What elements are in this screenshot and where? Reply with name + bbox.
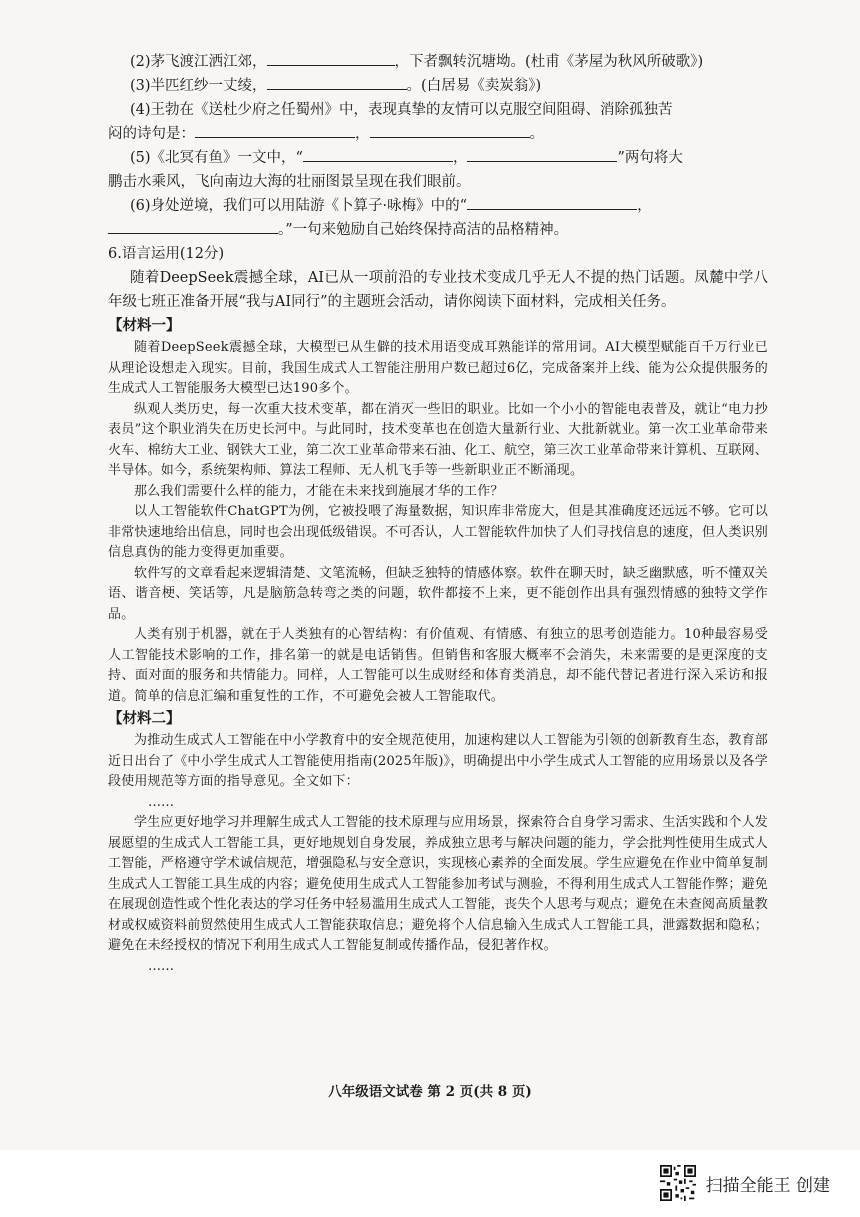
answer-blank — [467, 147, 617, 162]
ellipsis: …… — [148, 958, 174, 974]
material-1-paragraph: 随着DeepSeek震撼全球，大模型已从生僻的技术用语变成耳熟能详的常用词。AI大模型赋能百千万行业已从理论设想走入现实。目前，我国生成式人工智能注册用户数已超过6亿，完成备案并上线、能为公众提供服务的生成式人工智能服务大模型已达190多个。 — [108, 340, 768, 396]
answer-blank — [267, 51, 395, 66]
material-1-paragraph: 以人工智能软件ChatGPT为例，它被投喂了海量数据，知识库非常庞大，但是其准确度还远远不够。它可以非常快速地给出信息，同时也会出现低级错误。不可否认，人工智能软件加快了人们寻找信息的速度，但人类识别信息真伪的能力变得更加重要。 — [108, 504, 769, 560]
page-footer: 八年级语文试卷 第 2 页(共 8 页) — [328, 1084, 532, 1100]
answer-blank — [370, 123, 530, 138]
qr-code-icon — [660, 1165, 696, 1201]
scanner-watermark — [660, 1165, 830, 1201]
answer-blank — [467, 195, 637, 210]
answer-blank — [195, 123, 355, 138]
answer-blank — [267, 75, 407, 90]
material-1-paragraph: 那么我们需要什么样的能力，才能在未来找到施展才华的工作？ — [134, 483, 504, 499]
poem-question-5-line2: 鹏击水乘风，飞向南边大海的壮丽图景呈现在我们眼前。 — [108, 174, 471, 190]
poem-question-2: (2)茅飞渡江洒江郊， ，下者飘转沉塘坳。(杜甫《茅屋为秋风所破歌》) — [108, 50, 768, 74]
material-2-paragraph: 学生应更好地学习并理解生成式人工智能的技术原理与应用场景，探索符合自身学习需求、生活实践和个人发展愿望的生成式人工智能工具，更好地规划自身发展，养成独立思考与解决问题的能力，学会批判性使用生成式人工智能，严格遵守学术诚信规范，增强隐私与安全意识，实现核心素养的全面发展。学生应避免在作业中简单复制生成式人工智能工具生成的内容；避免使用生成式人工智能参加考试与测验，不得利用生成式人工智能作弊；避免在展现创造性或个性化表达的学习任务中轻易滥用生成式人工智能，丧失个人思考与观点；避免在未查阅高质量教材或权威资料前贸然使用生成式人工智能获取信息；避免将个人信息输入生成式人工智能工具，泄露数据和隐私；避免在未经授权的情况下利用生成式人工智能复制或传播作品，侵犯著作权。 — [108, 815, 769, 953]
answer-blank — [303, 147, 453, 162]
material-1-paragraph: 软件写的文章看起来逻辑清楚、文笔流畅，但缺乏独特的情感体察。软件在聊天时，缺乏幽默感，听不懂双关语、谐音梗、笑话等，凡是脑筋急转弯之类的问题，软件都接不上来，更不能创作出具有强烈情感的独特文学作品。 — [108, 565, 768, 622]
poem-question-5: (5)《北冥有鱼》一文中，“ ， ”两句将大 — [108, 146, 768, 170]
watermark-text: 扫描全能王 创建 — [705, 1175, 830, 1196]
material-2-paragraph: 为推动生成式人工智能在中小学教育中的安全规范使用，加速构建以人工智能为引领的创新教育生态，教育部近日出台了《中小学生成式人工智能使用指南(2025年版)》，明确提出中小学生成式人工智能的应用场景以及各学段使用规范等方面的指导意见。全文如下： — [108, 733, 768, 789]
ellipsis: …… — [148, 794, 174, 810]
poem-question-4-line2: 闷的诗句是： ， 。 — [108, 122, 768, 146]
material-1-paragraph: 人类有别于机器，就在于人类独有的心智结构：有价值观、有情感、有独立的思考创造能力。10种最容易受人工智能技术影响的工作，排名第一的就是电话销售。但销售和客服大概率不会消失，未来需要的是更深度的支持、面对面的服务和共情能力。同样，人工智能可以生成财经和体育类消息，却不能代替记者进行深入采访和报道。简单的信息汇编和重复性的工作，不可避免会被人工智能取代。 — [108, 627, 768, 704]
poem-question-6: (6)身处逆境，我们可以用陆游《卜算子·咏梅》中的“ ， — [108, 194, 768, 218]
material-2-title: 【材料二】 — [108, 710, 181, 727]
section-intro: 随着DeepSeek震撼全球，AI已从一项前沿的专业技术变成几乎无人不提的热门话题。凤麓中学八年级七班正准备开展“我与AI同行”的主题班会活动，请你阅读下面材料，完成相关任务。 — [108, 270, 768, 310]
poem-question-3: (3)半匹红纱一丈绫， 。(白居易《卖炭翁》) — [108, 74, 768, 98]
page-content — [108, 50, 768, 977]
material-1-title: 【材料一】 — [108, 317, 181, 334]
section-heading: 6.语言运用(12分) — [108, 246, 225, 262]
poem-question-4: (4)王勃在《送杜少府之任蜀州》中，表现真挚的友情可以克服空间阻碍、消除孤独苦 — [130, 102, 673, 118]
material-1-paragraph: 纵观人类历史，每一次重大技术变革，都在消灭一些旧的职业。比如一个小小的智能电表普及，就让“电力抄表员”这个职业消失在历史长河中。与此同时，技术变革也在创造大量新行业、大批新就业。第一次工业革命带来火车、棉纺大工业、钢铁大工业，第二次工业革命带来石油、化工、航空，第三次工业革命带来计算机、互联网、半导体。如今，系统架构师、算法工程师、无人机飞手等一些新职业正不断涌现。 — [108, 401, 769, 478]
answer-blank — [108, 219, 278, 234]
poem-question-6-line2: 。”一句来勉励自己始终保持高洁的品格精神。 — [108, 218, 768, 242]
